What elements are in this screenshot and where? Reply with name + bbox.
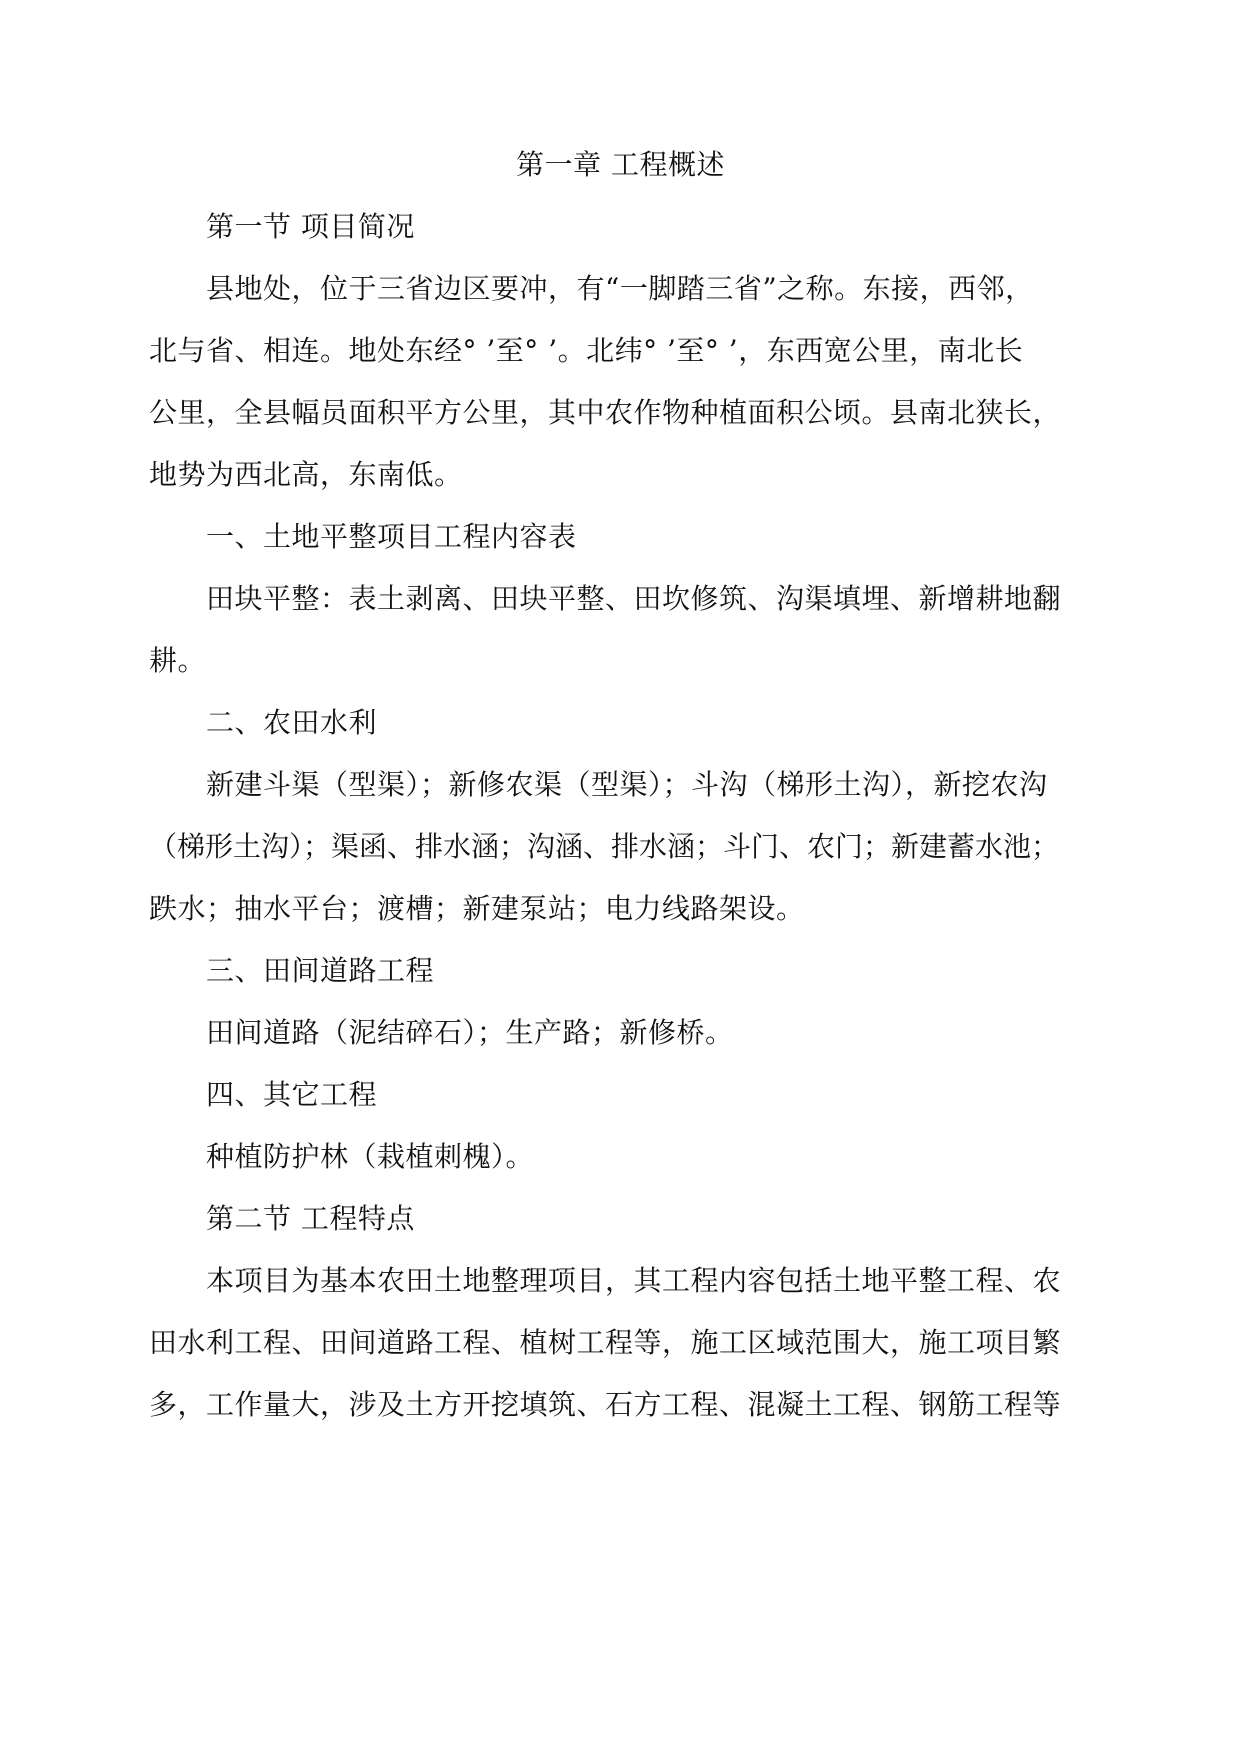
item-heading-field-roads: 三、田间道路工程 (206, 954, 435, 987)
chapter-title: 第一章 工程概述 (516, 148, 725, 181)
section-heading-project-features: 第二节 工程特点 (206, 1202, 415, 1235)
paragraph-line: 田块平整：表土剥离、田块平整、田坎修筑、沟渠填埋、新增耕地翻 (206, 582, 1062, 615)
paragraph-line: 新建斗渠（型渠）；新修农渠（型渠）；斗沟（梯形土沟），新挖农沟 (206, 768, 1048, 801)
section-heading-project-overview: 第一节 项目简况 (206, 210, 415, 243)
item-heading-land-leveling: 一、土地平整项目工程内容表 (206, 520, 577, 553)
paragraph-line: 耕。 (149, 644, 207, 677)
paragraph-line: 多，工作量大，涉及土方开挖填筑、石方工程、混凝土工程、钢筋工程等 (149, 1388, 1062, 1421)
paragraph-line: 北与省、相连。地处东经° ’至° ’。北纬° ’至° ’，东西宽公里，南北长 (149, 334, 1024, 367)
paragraph-line: 跌水；抽水平台；渡槽；新建泵站；电力线路架设。 (149, 892, 805, 925)
paragraph-line: 种植防护林（栽植刺槐）。 (206, 1140, 535, 1173)
paragraph-line: 县地处，位于三省边区要冲，有“一脚踏三省”之称。东接，西邻， (206, 272, 1034, 305)
paragraph-line: 地势为西北高，东南低。 (149, 458, 463, 491)
paragraph-line: 田水利工程、田间道路工程、植树工程等，施工区域范围大，施工项目繁 (149, 1326, 1062, 1359)
item-heading-other-works: 四、其它工程 (206, 1078, 378, 1111)
item-heading-irrigation: 二、农田水利 (206, 706, 378, 739)
paragraph-line: 公里，全县幅员面积平方公里，其中农作物种植面积公顷。县南北狭长， (149, 396, 1062, 429)
paragraph-line: 田间道路（泥结碎石）；生产路；新修桥。 (206, 1016, 734, 1049)
paragraph-line: （梯形土沟）；渠函、排水涵；沟涵、排水涵；斗门、农门；新建蓄水池； (149, 830, 1060, 863)
paragraph-line: 本项目为基本农田土地整理项目，其工程内容包括土地平整工程、农 (206, 1264, 1062, 1297)
